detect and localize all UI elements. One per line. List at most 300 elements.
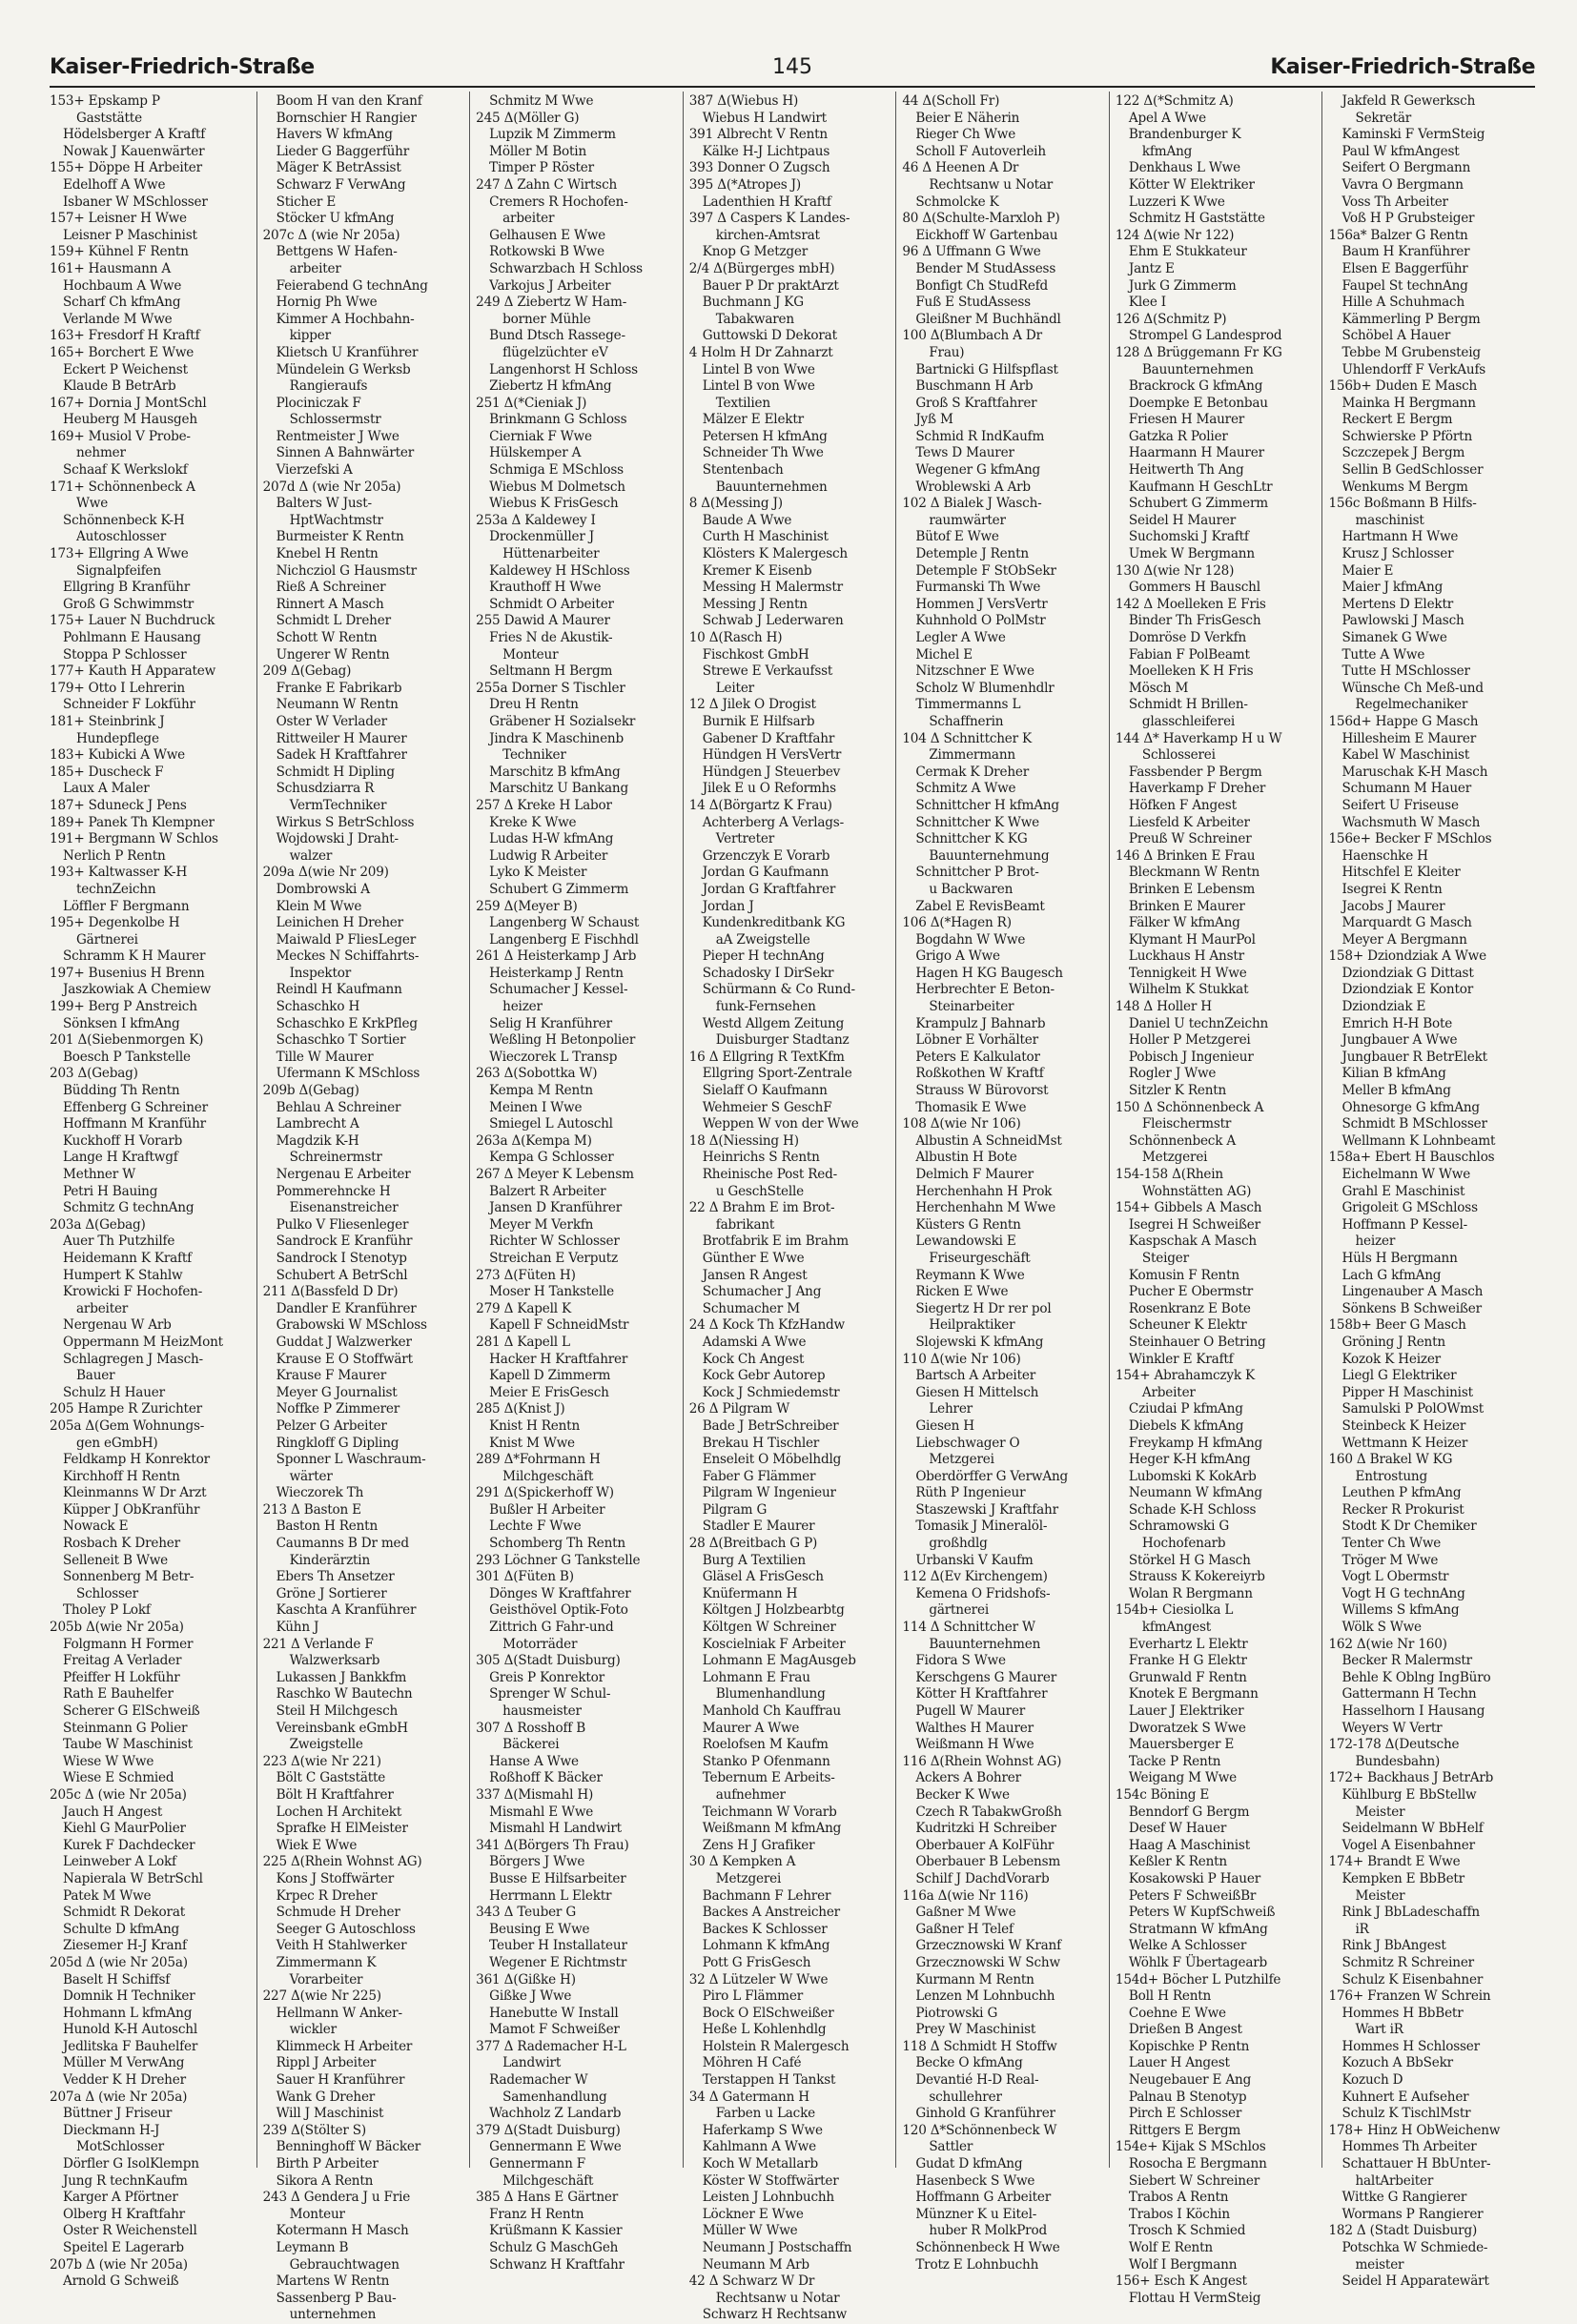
directory-entry: Maier J kfmAng	[1341, 580, 1444, 596]
directory-entry: Hommen J VersVertr	[915, 596, 1048, 612]
directory-entry: Rentmeister J Wwe	[276, 428, 399, 444]
directory-entry: Kaspschak A Masch	[1128, 1233, 1257, 1250]
directory-entry: Schadosky I DirSekr	[702, 965, 834, 981]
directory-entry: Pucher E Obermstr	[1128, 1284, 1254, 1300]
directory-entry: Selig H Kranführer	[489, 1015, 612, 1031]
directory-entry: Welke A Schlosser	[1128, 1938, 1247, 1954]
directory-entry: Rieß A Schreiner	[276, 580, 386, 596]
directory-entry: Hoffmann G Arbeiter	[915, 2190, 1052, 2206]
directory-entry: 142 Δ Moelleken E Fris	[1115, 596, 1266, 612]
directory-entry: Napierala W BetrSchl	[63, 1870, 203, 1886]
directory-entry: Taube W Maschinist	[63, 1737, 193, 1753]
directory-entry: Lehrer	[929, 1401, 973, 1417]
directory-entry: Bachmann F Lehrer	[702, 1887, 831, 1904]
directory-entry: Strompel G Landesprod	[1128, 328, 1282, 344]
directory-entry: Burg A Textilien	[702, 1552, 806, 1568]
directory-entry: Schubert G Zimmerm	[1128, 496, 1268, 512]
directory-entry: Kons J Stoffwärter	[276, 1870, 395, 1886]
directory-entry: Kozuch D	[1341, 2072, 1403, 2089]
directory-entry: Strewe E Verkaufsst	[702, 663, 833, 680]
directory-entry: Textilien	[715, 395, 770, 411]
directory-entry: Schaschko T Sortier	[276, 1032, 406, 1049]
directory-entry: huber R MolkProd	[929, 2223, 1047, 2239]
directory-entry: Schomberg Th Rentn	[489, 1536, 625, 1552]
directory-entry: 4 Holm H Dr Zahnarzt	[688, 344, 833, 360]
directory-entry: Autoschlosser	[76, 529, 166, 545]
directory-entry: Schade K-H Schloss	[1128, 1501, 1257, 1518]
directory-entry: Weyers W Vertr	[1341, 1720, 1443, 1736]
directory-entry: Wiese W Wwe	[63, 1753, 154, 1769]
directory-entry: Kremer K Eisenb	[702, 562, 812, 579]
directory-entry: 158+ Dziondziak A Wwe	[1328, 948, 1486, 965]
directory-entry: Martens W Rentn	[276, 2273, 390, 2290]
directory-entry: Boom H van den Kranf	[276, 93, 422, 109]
directory-entry: Pfeiffer H Lokführ	[63, 1669, 180, 1685]
directory-entry: Vogt H G technAng	[1341, 1585, 1465, 1601]
directory-entry: Uhlendorff F VerkAufs	[1341, 361, 1486, 377]
directory-entry: 361 Δ(Gißke H)	[476, 1971, 576, 1988]
directory-entry: 247 Δ Zahn C Wirtsch	[476, 176, 618, 193]
directory-entry: 273 Δ(Füten H)	[476, 1267, 576, 1283]
directory-entry: Herchenhahn H Prok	[915, 1183, 1053, 1199]
directory-entry: Kälke H-J Lichtpaus	[702, 143, 830, 159]
directory-entry: Grzenczyk E Vorarb	[702, 847, 830, 864]
directory-entry: iR	[1355, 1921, 1369, 1937]
directory-entry: Jedlitska F Bauhelfer	[63, 2038, 198, 2054]
directory-entry: Hartmann H Wwe	[1341, 529, 1459, 545]
directory-entry: technZeichn	[76, 881, 156, 897]
directory-entry: 343 Δ Teuber G	[476, 1905, 576, 1921]
directory-entry: Sandrock E Kranführ	[276, 1233, 413, 1250]
directory-entry: Schubert G Zimmerm	[489, 881, 629, 897]
directory-entry: 207d Δ (wie Nr 205a)	[262, 479, 401, 495]
directory-entry: Apel A Wwe	[1128, 110, 1206, 126]
directory-entry: Sandrock I Stenotyp	[276, 1250, 407, 1266]
directory-entry: Schlagregen J Masch-	[63, 1351, 203, 1367]
directory-entry: Bauunternehmen	[929, 1636, 1041, 1652]
directory-entry: Richter W Schlosser	[489, 1233, 620, 1250]
directory-entry: 114 Δ Schnittcher W	[902, 1620, 1035, 1636]
directory-entry: Gudat D kfmAng	[915, 2156, 1023, 2172]
directory-entry: Raschko W Bautechn	[276, 1686, 413, 1702]
directory-entry: 187+ Sduneck J Pens	[50, 797, 187, 813]
directory-entry: Kaminski F VermSteig	[1341, 127, 1485, 143]
directory-entry: Lubomski K KokArb	[1128, 1468, 1257, 1484]
directory-entry: Leinichen H Dreher	[276, 915, 403, 931]
directory-entry: 100 Δ(Blumbach A Dr	[902, 328, 1042, 344]
directory-entry: Suchomski J Kraftf	[1128, 529, 1249, 545]
directory-entry: Wiese E Schmied	[63, 1770, 174, 1786]
directory-entry: Messing H Malermstr	[702, 580, 843, 596]
directory-entry: Marschitz B kfmAng	[489, 764, 621, 780]
directory-entry: Terstappen H Tankst	[702, 2072, 836, 2089]
directory-entry: Duisburger Stadtanz	[715, 1032, 850, 1049]
directory-entry: 156e+ Becker F MSchlos	[1328, 831, 1492, 847]
directory-entry: Pohlmann E Hausang	[63, 630, 201, 645]
directory-entry: Isbaner W MSchlosser	[63, 194, 208, 210]
directory-entry: Kahlmann A Wwe	[702, 2139, 816, 2155]
directory-entry: Rotkowski B Wwe	[489, 244, 604, 260]
directory-entry: Messing J Rentn	[702, 596, 808, 612]
directory-entry: Teuber H Installateur	[489, 1938, 627, 1954]
directory-entry: 124 Δ(wie Nr 122)	[1115, 227, 1235, 243]
directory-entry: Börgers J Wwe	[489, 1854, 585, 1870]
directory-entry: Binder Th FrisGesch	[1128, 613, 1261, 629]
directory-entry: Schmitz R Schreiner	[1341, 1954, 1474, 1970]
directory-entry: hausmeister	[502, 1703, 582, 1719]
directory-entry: Gaßner H Telef	[915, 1921, 1014, 1937]
directory-entry: 205d Δ (wie Nr 205a)	[50, 1954, 188, 1970]
directory-entry: Coehne E Wwe	[1128, 2005, 1226, 2021]
directory-entry: Wachsmuth W Masch	[1341, 814, 1481, 830]
directory-entry: u Backwaren	[929, 881, 1014, 897]
directory-entry: Kleinmanns W Dr Arzt	[63, 1485, 207, 1501]
directory-entry: Dziondziak G Dittast	[1341, 965, 1474, 981]
directory-column-2	[256, 92, 470, 2323]
directory-entry: Haverkamp F Dreher	[1128, 781, 1266, 797]
directory-entry: Stodt K Dr Chemiker	[1341, 1519, 1477, 1535]
directory-entry: Vereinsbank eGmbH	[276, 1720, 408, 1736]
directory-entry: Lyko K Meister	[489, 865, 587, 881]
directory-entry: 154c Böning E	[1115, 1786, 1210, 1803]
directory-entry: Franke E Fabrikarb	[276, 680, 402, 696]
directory-entry: Kuckhoff H Vorarb	[63, 1132, 183, 1149]
directory-entry: Petri H Bauing	[63, 1183, 158, 1199]
directory-entry: Schmiga E MSchloss	[489, 462, 624, 479]
directory-entry: Gabener D Kraftfahr	[702, 730, 835, 746]
directory-entry: Sassenberg P Bau-	[276, 2290, 397, 2306]
directory-entry: Schwarz F VerwAng	[276, 176, 406, 193]
directory-entry: Sielaff O Kaufmann	[702, 1083, 828, 1099]
directory-entry: Bender M StudAssess	[915, 260, 1056, 276]
directory-entry: 171+ Schönnenbeck A	[50, 479, 195, 495]
directory-entry: Meinen I Wwe	[489, 1099, 583, 1115]
directory-entry: wickler	[289, 2022, 337, 2038]
directory-entry: Leisner P Maschinist	[63, 227, 197, 243]
directory-entry: Scholl F Autoverleih	[915, 143, 1046, 159]
directory-entry: Költgen J Holzbearbtg	[702, 1602, 845, 1619]
directory-entry: Tebbe M Grubensteig	[1341, 344, 1481, 360]
directory-entry: Schönnenbeck K-H	[63, 512, 185, 528]
directory-entry: Vogt L Obermstr	[1341, 1569, 1449, 1585]
directory-entry: Sadek H Kraftfahrer	[276, 747, 407, 764]
directory-entry: Heuberg M Hausgeh	[63, 412, 197, 428]
directory-entry: Gröne J Sortierer	[276, 1585, 387, 1601]
directory-entry: 150 Δ Schönnenbeck A	[1115, 1099, 1264, 1115]
directory-entry: Zens H J Grafiker	[702, 1837, 815, 1853]
directory-entry: 122 Δ(*Schmitz A)	[1115, 93, 1234, 109]
directory-entry: Humpert K Stahlw	[63, 1267, 183, 1283]
street-name-right: Kaiser-Friedrich-Straße	[1270, 55, 1535, 79]
directory-entry: Folgmann H Former	[63, 1636, 194, 1652]
directory-entry: Lohmann E Frau	[702, 1669, 810, 1685]
directory-entry: unternehmen	[289, 2307, 377, 2323]
directory-entry: Pieper H technAng	[702, 948, 825, 965]
directory-entry: Eisenanstreicher	[289, 1200, 399, 1216]
directory-entry: Willems S kfmAng	[1341, 1602, 1460, 1619]
directory-entry: Grabowski W MSchloss	[276, 1317, 427, 1334]
directory-entry: Rogler J Wwe	[1128, 1066, 1217, 1082]
directory-entry: Backes K Schlosser	[702, 1921, 828, 1937]
directory-entry: Trotz E Lohnbuchh	[915, 2256, 1039, 2273]
directory-entry: Rinnert A Masch	[276, 596, 384, 612]
directory-entry: Bäckerei	[502, 1737, 560, 1753]
directory-entry: Burnik E Hilfsarb	[702, 713, 815, 729]
directory-entry: 160 Δ Brakel W KG	[1328, 1452, 1453, 1468]
directory-entry: Pelzer G Arbeiter	[276, 1417, 387, 1434]
directory-entry: 391 Albrecht V Rentn	[688, 127, 828, 143]
directory-entry: Peters F SchweißBr	[1128, 1887, 1257, 1904]
directory-entry: Heße L Kohlenhdlg	[702, 2022, 827, 2038]
directory-entry: Frau)	[929, 344, 965, 360]
directory-entry: Kudritzki H Schreiber	[915, 1821, 1056, 1837]
directory-entry: Oster R Weichenstell	[63, 2223, 197, 2239]
directory-entry: 225 Δ(Rhein Wohnst AG)	[262, 1854, 422, 1870]
directory-entry: Voß H P Grubsteiger	[1341, 211, 1475, 227]
directory-entry: 116 Δ(Rhein Wohnst AG)	[902, 1753, 1062, 1769]
directory-entry: Seidelmann W BbHelf	[1341, 1821, 1484, 1837]
directory-entry: Entrostung	[1355, 1468, 1427, 1484]
directory-entry: Klietsch U Kranführer	[276, 344, 419, 360]
directory-entry: Bettgens W Hafen-	[276, 244, 398, 260]
directory-entry: Schmidt H Dipling	[276, 764, 395, 780]
directory-entry: Weigang M Wwe	[1128, 1770, 1238, 1786]
directory-entry: Olberg H Kraftfahr	[63, 2206, 185, 2222]
directory-entry: Herbrechter E Beton-	[915, 982, 1055, 998]
directory-entry: Wolf I Bergmann	[1128, 2256, 1238, 2273]
directory-entry: Baum H Kranführer	[1341, 244, 1470, 260]
directory-entry: Schulz H Hauer	[63, 1384, 165, 1400]
directory-entry: Knop G Metzger	[702, 244, 809, 260]
directory-entry: Caumanns B Dr med	[276, 1536, 409, 1552]
directory-entry: Baude A Wwe	[702, 512, 792, 528]
directory-entry: Kerschgens G Maurer	[915, 1669, 1056, 1685]
directory-entry: 179+ Otto I Lehrerin	[50, 680, 185, 696]
directory-entry: Leymann B	[276, 2240, 349, 2255]
directory-entry: gärtnerei	[929, 1602, 989, 1619]
directory-entry: kirchen-Amtsrat	[715, 227, 820, 243]
directory-entry: Wieczorek L Transp	[489, 1049, 618, 1065]
directory-entry: Hille A Schuhmach	[1341, 295, 1465, 311]
directory-entry: Groß G Schwimmstr	[63, 596, 195, 612]
directory-entry: 221 Δ Verlande F	[262, 1636, 374, 1652]
directory-entry: Becker R Malermstr	[1341, 1653, 1472, 1669]
directory-entry: 154-158 Δ(Rhein	[1115, 1167, 1223, 1182]
directory-entry: Kurmann M Rentn	[915, 1971, 1034, 1988]
directory-entry: Delmich F Maurer	[915, 1167, 1034, 1182]
directory-entry: Milchgeschäft	[502, 2172, 594, 2189]
directory-entry: 201 Δ(Siebenmorgen K)	[50, 1032, 204, 1049]
directory-entry: Mündelein G Werksb	[276, 361, 411, 377]
directory-entry: Schwarz H Rechtsanw	[702, 2307, 848, 2323]
directory-entry: Wormans P Rangierer	[1341, 2206, 1484, 2222]
directory-entry: 341 Δ(Börgers Th Frau)	[476, 1837, 629, 1853]
directory-entry: Brotfabrik E im Brahm	[702, 1233, 849, 1250]
directory-entry: Tutte H MSchlosser	[1341, 663, 1470, 680]
directory-entry: Wegener G kfmAng	[915, 462, 1040, 479]
directory-entry: Hülskemper A	[489, 445, 582, 461]
directory-entry: Franke H G Elektr	[1128, 1653, 1247, 1669]
directory-entry: Meller B kfmAng	[1341, 1083, 1451, 1099]
directory-entry: Metzgerei	[715, 1870, 782, 1886]
directory-entry: Haarmann H Maurer	[1128, 445, 1264, 461]
directory-entry: Sinnen A Bahnwärter	[276, 445, 415, 461]
directory-entry: Hitschfel E Kleiter	[1341, 865, 1461, 881]
directory-entry: aufnehmer	[715, 1786, 786, 1803]
directory-entry: Rosenkranz E Bote	[1128, 1300, 1251, 1316]
directory-entry: Büdding Th Rentn	[63, 1083, 180, 1099]
directory-entry: Sprafke H ElMeister	[276, 1821, 408, 1837]
directory-entry: Siebert W Schreiner	[1128, 2172, 1260, 2189]
directory-entry: Dandler E Kranführer	[276, 1300, 417, 1316]
directory-entry: Steinhauer O Betring	[1128, 1334, 1266, 1350]
directory-columns	[50, 92, 1535, 2323]
directory-entry: Dziondziak E	[1341, 999, 1426, 1015]
directory-entry: 209b Δ(Gebag)	[262, 1083, 359, 1099]
directory-entry: Höfken F Angest	[1128, 797, 1237, 813]
directory-entry: Vertreter	[715, 831, 775, 847]
directory-entry: Detemple F StObSekr	[915, 562, 1056, 579]
directory-entry: Busse E Hilfsarbeiter	[489, 1870, 626, 1886]
directory-entry: Rüth P Ingenieur	[915, 1485, 1026, 1501]
directory-entry: Schusdziarra R	[276, 781, 375, 797]
directory-entry: Techniker	[502, 747, 566, 764]
directory-entry: Knüfermann H	[702, 1585, 798, 1601]
directory-entry: Jyß M	[915, 412, 953, 428]
directory-entry: Neumann W kfmAng	[1128, 1485, 1262, 1501]
directory-entry: Enseleit O Möbelhdlg	[702, 1452, 842, 1468]
directory-entry: Wolan R Bergmann	[1128, 1585, 1253, 1601]
directory-entry: Krause E O Stoffwärt	[276, 1351, 413, 1367]
directory-entry: 32 Δ Lützeler W Wwe	[688, 1971, 829, 1988]
directory-entry: Ackers A Bohrer	[915, 1770, 1021, 1786]
directory-entry: Weißmann H Wwe	[915, 1737, 1034, 1753]
directory-entry: Wegener E Richtmstr	[489, 1954, 627, 1970]
directory-entry: Gattermann H Techn	[1341, 1686, 1477, 1702]
directory-entry: Steinarbeiter	[929, 999, 1014, 1015]
directory-entry: Strauss K Kokereiyrb	[1128, 1569, 1265, 1585]
directory-entry: Schneider F Lokführ	[63, 697, 195, 713]
directory-entry: Stanko P Ofenmann	[702, 1753, 830, 1769]
directory-entry: Walzwerksarb	[289, 1653, 380, 1669]
directory-entry: Mismahl E Wwe	[489, 1804, 594, 1820]
directory-entry: Jungbauer A Wwe	[1341, 1032, 1458, 1049]
directory-entry: 118 Δ Schmidt H Stoffw	[902, 2038, 1057, 2054]
directory-entry: Wellmann K Lohnbeamt	[1341, 1132, 1496, 1149]
directory-entry: Steiger	[1141, 1250, 1189, 1266]
directory-entry: 165+ Borchert E Wwe	[50, 344, 195, 360]
directory-entry: Fabian F PolBeamt	[1128, 646, 1250, 663]
directory-entry: Pobisch J Ingenieur	[1128, 1049, 1254, 1065]
directory-entry: Schürmann & Co Rund-	[702, 982, 855, 998]
directory-entry: Schwab J Lederwaren	[702, 613, 844, 629]
directory-entry: nehmer	[76, 445, 126, 461]
directory-entry: Schönnenbeck A	[1128, 1132, 1237, 1149]
directory-entry: Behlau A Schreiner	[276, 1099, 401, 1115]
directory-entry: Haenschke H	[1341, 847, 1428, 864]
directory-entry: Bölt H Kraftfahrer	[276, 1786, 394, 1803]
directory-entry: 189+ Panek Th Klempner	[50, 814, 215, 830]
directory-entry: Lewandowski E	[915, 1233, 1016, 1250]
directory-entry: Oberbauer A KolFühr	[915, 1837, 1055, 1853]
directory-entry: Tacke P Rentn	[1128, 1753, 1221, 1769]
directory-entry: Pilgram G	[702, 1501, 768, 1518]
directory-entry: Teichmann W Vorarb	[702, 1804, 837, 1820]
directory-entry: Freitag A Verlader	[63, 1653, 182, 1669]
directory-entry: Kaufmann H GeschLtr	[1128, 479, 1273, 495]
directory-entry: Rittweiler H Maurer	[276, 730, 407, 746]
directory-entry: Rink J BbLadeschaffn	[1341, 1905, 1480, 1921]
directory-entry: 205b Δ(wie Nr 205a)	[50, 1620, 184, 1636]
directory-entry: Birth P Arbeiter	[276, 2156, 379, 2172]
directory-column-5	[895, 92, 1109, 2273]
directory-entry: Ziesemer H-J Kranf	[63, 1938, 187, 1954]
directory-entry: 116a Δ(wie Nr 116)	[902, 1887, 1029, 1904]
directory-entry: Klimmeck H Arbeiter	[276, 2038, 413, 2054]
directory-entry: Sellin B GedSchlosser	[1341, 462, 1484, 479]
directory-entry: Weßling H Betonpolier	[489, 1032, 636, 1049]
directory-entry: 279 Δ Kapell K	[476, 1300, 571, 1316]
directory-entry: 16 Δ Ellgring R TextKfm	[688, 1049, 845, 1065]
directory-entry: Wank G Dreher	[276, 2089, 376, 2105]
directory-entry: Metzgerei	[929, 1452, 994, 1468]
directory-entry: Pipper H Maschinist	[1341, 1384, 1473, 1400]
directory-entry: 223 Δ(wie Nr 221)	[262, 1753, 381, 1769]
directory-entry: raumwärter	[929, 512, 1006, 528]
directory-entry: 301 Δ(Füten B)	[476, 1569, 574, 1585]
directory-entry: Guddat J Walzwerker	[276, 1334, 412, 1350]
directory-entry: Furmanski Th Wwe	[915, 580, 1041, 596]
directory-entry: Beier E Näherin	[915, 110, 1020, 126]
directory-entry: 257 Δ Kreke H Labor	[476, 797, 612, 813]
directory-entry: meister	[1355, 2256, 1404, 2273]
directory-entry: Neumann M Arb	[702, 2256, 809, 2273]
directory-entry: Keßler K Rentn	[1128, 1854, 1227, 1870]
directory-entry: 261 Δ Heisterkamp J Arb	[476, 948, 637, 965]
directory-entry: Potschka W Schmiede-	[1341, 2240, 1488, 2255]
directory-entry: Rechtsanw u Notar	[715, 2290, 840, 2306]
directory-entry: 243 Δ Gendera J u Frie	[262, 2190, 411, 2206]
directory-entry: 203 Δ(Gebag)	[50, 1066, 138, 1082]
directory-entry: Müller W Wwe	[702, 2223, 798, 2239]
directory-entry: 209a Δ(wie Nr 209)	[262, 865, 389, 881]
directory-entry: Schnittcher K KG	[915, 831, 1028, 847]
directory-entry: Knotek E Bergmann	[1128, 1686, 1259, 1702]
directory-entry: Giesen H Mittelsch	[915, 1384, 1039, 1400]
directory-entry: Mälzer E Elektr	[702, 412, 804, 428]
directory-entry: Wilhelm K Stukkat	[1128, 982, 1249, 998]
directory-entry: 377 Δ Rademacher H-L	[476, 2038, 626, 2054]
directory-entry: Dombrowski A	[276, 881, 370, 897]
directory-entry: Jordan G Kaufmann	[702, 865, 829, 881]
directory-entry: 305 Δ(Stadt Duisburg)	[476, 1653, 621, 1669]
directory-entry: 207b Δ (wie Nr 205a)	[50, 2256, 188, 2273]
directory-entry: Zittrich G Fahr-und	[489, 1620, 614, 1636]
directory-entry: 255a Dorner S Tischler	[476, 680, 625, 696]
directory-entry: Nichcziol G Hausmstr	[276, 562, 417, 579]
directory-entry: Schmitz M Wwe	[489, 93, 594, 109]
directory-entry: 154+ Abrahamczyk K	[1115, 1368, 1255, 1384]
directory-entry: Doempke E Betonbau	[1128, 395, 1268, 411]
directory-entry: Kötter H Kraftfahrer	[915, 1686, 1048, 1702]
directory-entry: Sikora A Rentn	[276, 2172, 374, 2189]
directory-entry: 46 Δ Heenen A Dr	[902, 160, 1019, 176]
directory-entry: Legler A Wwe	[915, 630, 1006, 645]
directory-entry: Kosakowski P Hauer	[1128, 1870, 1261, 1886]
page-number: 145	[772, 55, 812, 79]
directory-entry: Hündgen H VersVertr	[702, 747, 842, 764]
directory-entry: Lauer J Elektriker	[1128, 1703, 1244, 1719]
